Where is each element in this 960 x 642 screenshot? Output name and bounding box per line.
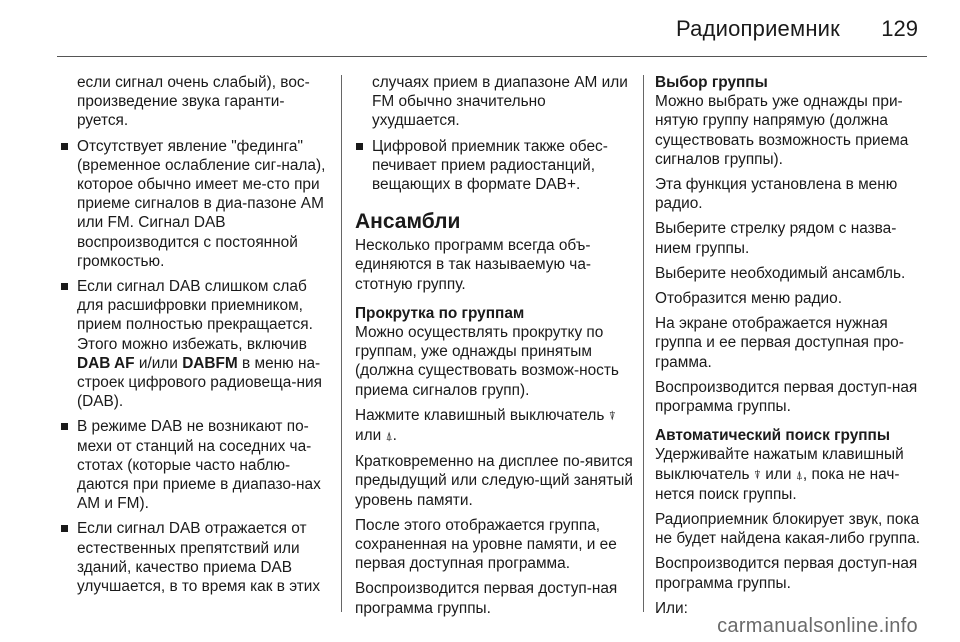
page-title: Радиоприемник [675,16,840,41]
bullet-item [60,417,335,513]
paragraph: На экране отображается нужная группа и ее первая доступная про-грамма. [655,315,904,371]
bullet-text: Если сигнал DAB отражается от естественных препятствий или зданий, качество приема DAB улучшается, в то время как в этих [77,520,321,596]
paragraph: Можно выбрать уже однажды при-нятую группу напрямую (должна существовать возможность приема сигналов группы). [655,93,909,168]
page-header [0,0,960,52]
dabfm-label: DABFM [182,354,238,372]
text-part: или [355,427,386,445]
paragraph: Или: [655,599,688,617]
bullet-item [60,519,335,596]
bullet-square-icon [61,143,68,150]
bullet-text-part: в меню на-строек цифрового радиовеща-ния (DAB). [77,354,322,411]
column-divider [643,75,644,612]
paragraph: Кратковременно на дисплее по-явится предыдущий или следую-щий занятый уровень памяти. [355,453,633,509]
key-down-icon: ⍒ [608,408,616,423]
column-1 [60,73,335,602]
page-number: 129 [881,16,918,41]
column-2 [355,73,635,624]
bullet-text: В режиме DAB не возникают по-мехи от станций на соседних ча-стотах (которые часто наблю-даются при приеме в диапазо-нах AM и FM). [77,418,321,513]
paragraph: Воспроизводится первая доступ-ная программа группы. [655,555,918,592]
text-part: . [392,427,397,445]
bullet-square-icon [356,143,363,150]
paragraph-hold-key [655,445,927,504]
bullet-text-part: Если сигнал DAB слишком слаб для расшифровки приемником, прием полностью прекращается. Этого можно избежать, включив [77,278,313,353]
bullet-item [60,277,335,411]
bullet-square-icon [61,283,68,290]
bullet-item [60,137,335,271]
column-3 [655,73,927,624]
paragraph: Эта функция установлена в меню радио. [655,176,898,213]
paragraph: Несколько программ всегда объ-единяются в так называемую ча-стотную группу. [355,237,592,293]
key-up-icon: ⍋ [385,429,393,444]
paragraph: Отобразится меню радио. [655,290,842,308]
subheading-scroll: Прокрутка по группам [355,304,525,322]
bullet-text: Цифровой приемник также обес-печивает прием радиостанций, вещающих в формате DAB+. [372,137,608,194]
column-divider [341,75,342,612]
dab-af-label: DAB AF [77,354,135,372]
paragraph: Воспроизводится первая доступ-ная программа группы. [355,580,618,617]
bullet-text [77,278,322,410]
text-part: или [760,465,796,483]
text-part: Удерживайте нажатым клавишный выключатель [655,446,904,483]
bullet-text: Отсутствует явление "фединга" (временное ослабление сиг-нала), которое обычно имеет ме-сто при приеме сигналов в диа-пазоне AM или FM. Сигнал DAB воспроизводится с постоянной громкостью. [77,137,326,270]
bullet-square-icon [61,423,68,430]
paragraph: Радиоприемник блокирует звук, пока не будет найдена какая-либо группа. [655,511,921,548]
text-part: , пока не нач-нется поиск группы. [655,465,900,503]
bullet-item [355,137,635,195]
bullet-square-icon [61,525,68,532]
paragraph: Выберите стрелку рядом с назва-нием группы. [655,220,897,257]
bullet-text-part: и/или [134,354,183,372]
paragraph: После этого отображается группа, сохраненная на уровне памяти, и ее первая доступная программа. [355,516,617,573]
watermark: carmanualsonline.info [717,615,918,637]
section-heading-ensembles: Ансамбли [355,210,461,234]
header-rule [57,56,927,57]
paragraph: Выберите необходимый ансамбль. [655,264,906,282]
continued-paragraph: случаях прием в диапазоне AM или FM обычно значительно ухудшается. [372,74,628,130]
continued-paragraph: если сигнал очень слабый), вос-произведение звука гаранти-руется. [77,74,310,130]
paragraph-press-key [355,406,635,446]
key-down-icon: ⍒ [753,467,761,482]
paragraph: Можно осуществлять прокрутку по группам, уже однажды принятым (должна существовать возмож-ность приема сигналов групп). [355,324,619,399]
subheading-select-group: Выбор группы [655,74,768,91]
subheading-auto-search: Автоматический поиск группы [655,427,890,445]
text-part: Нажмите клавишный выключатель [355,406,609,424]
paragraph: Воспроизводится первая доступ-ная программа группы. [655,378,918,416]
key-up-icon: ⍋ [795,467,803,482]
